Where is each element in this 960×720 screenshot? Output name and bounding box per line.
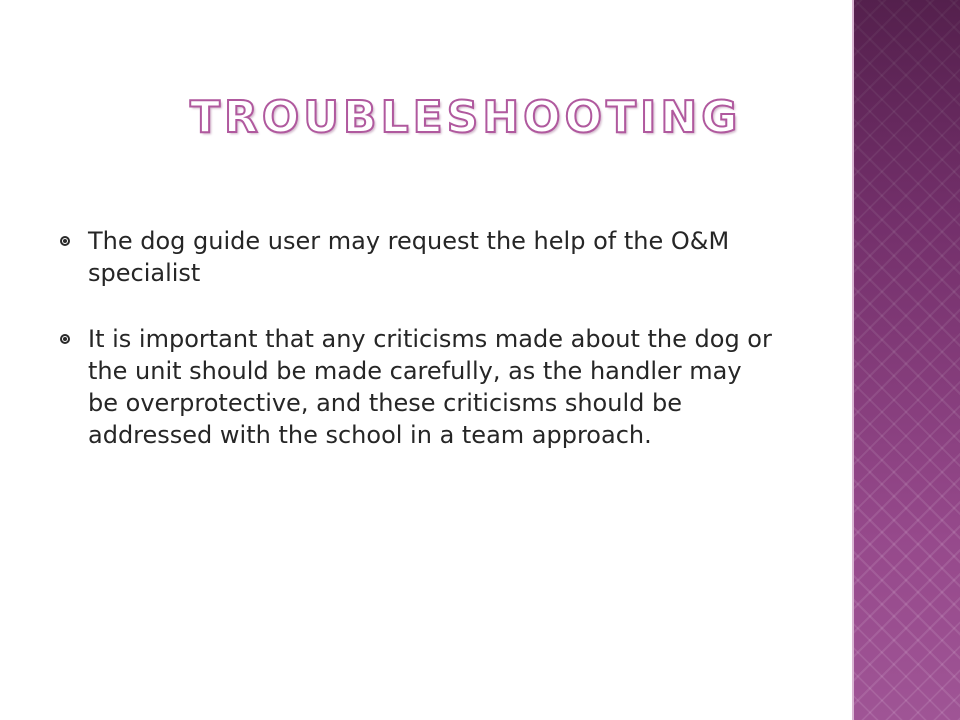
circle-dot-bullet-icon [60, 236, 70, 246]
side-band-edge [852, 0, 854, 720]
slide-title: TROUBLESHOOTING [190, 92, 742, 143]
decorative-side-band [852, 0, 960, 720]
bullet-text: The dog guide user may request the help of the O&M specialist [88, 227, 730, 287]
bullet-list [58, 225, 778, 451]
bullet-item [58, 225, 778, 289]
bullet-text: It is important that any criticisms made about the dog or the unit should be made carefully, as the handler may be overprotective, and these criticisms should be addressed with the school in a team approach. [88, 325, 772, 449]
bullet-item [58, 323, 778, 451]
circle-dot-bullet-icon [60, 334, 70, 344]
